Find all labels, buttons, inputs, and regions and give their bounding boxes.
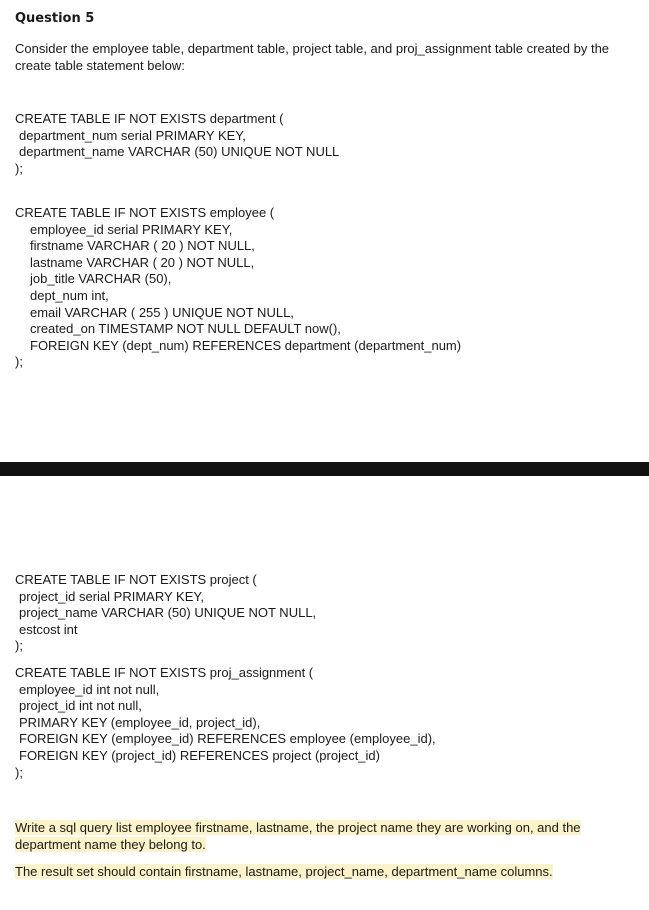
code-line: project_id serial PRIMARY KEY, (19, 588, 204, 604)
code-line: CREATE TABLE IF NOT EXISTS employee ( (15, 205, 275, 220)
employee-table-sql (15, 205, 461, 371)
task-prompt-line-1: Write a sql query list employee firstname, lastname, the project name they are working on, and the (15, 820, 581, 835)
code-line: email VARCHAR ( 255 ) UNIQUE NOT NULL, (30, 304, 294, 320)
code-line: ); (15, 354, 23, 370)
code-line: dept_num int, (30, 287, 109, 303)
code-line: department_num serial PRIMARY KEY, (19, 127, 246, 143)
code-line: job_title VARCHAR (50), (30, 271, 172, 287)
code-line: FOREIGN KEY (dept_num) REFERENCES department (department_num) (30, 337, 462, 353)
code-line: employee_id int not null, (19, 681, 160, 697)
code-line: lastname VARCHAR ( 20 ) NOT NULL, (30, 254, 255, 270)
task-prompt-line-2: department name they belong to. (15, 837, 206, 852)
code-line: CREATE TABLE IF NOT EXISTS project ( (15, 572, 257, 587)
code-line: PRIMARY KEY (employee_id, project_id), (19, 714, 261, 730)
intro-line-2: create table statement below: (15, 58, 185, 73)
code-line: ); (15, 160, 23, 176)
intro-line-1: Consider the employee table, department table, project table, and proj_assignment table created by the (15, 41, 610, 56)
department-table-sql (15, 111, 339, 177)
code-line: firstname VARCHAR ( 20 ) NOT NULL, (30, 238, 255, 254)
code-line: created_on TIMESTAMP NOT NULL DEFAULT now(), (30, 321, 341, 337)
task-result-requirement (15, 863, 553, 880)
code-line: employee_id serial PRIMARY KEY, (30, 221, 233, 237)
proj-assignment-table-sql (15, 665, 436, 781)
question-intro (15, 40, 635, 74)
question-title: Question 5 (15, 11, 95, 26)
code-line: FOREIGN KEY (project_id) REFERENCES project (project_id) (19, 747, 380, 763)
task-result-line: The result set should contain firstname, lastname, project_name, department_name columns. (15, 864, 553, 879)
code-line: ); (15, 764, 23, 780)
code-line: department_name VARCHAR (50) UNIQUE NOT NULL (19, 144, 340, 160)
code-line: CREATE TABLE IF NOT EXISTS department ( (15, 111, 284, 126)
code-line: CREATE TABLE IF NOT EXISTS proj_assignment ( (15, 665, 314, 680)
code-line: project_name VARCHAR (50) UNIQUE NOT NULL, (19, 605, 317, 621)
task-prompt (15, 819, 581, 853)
code-line: FOREIGN KEY (employee_id) REFERENCES employee (employee_id), (19, 731, 436, 747)
code-line: project_id int not null, (19, 698, 142, 714)
code-line: estcost int (19, 621, 78, 637)
page-divider-band (0, 462, 649, 476)
project-table-sql (15, 572, 316, 655)
code-line: ); (15, 638, 23, 654)
